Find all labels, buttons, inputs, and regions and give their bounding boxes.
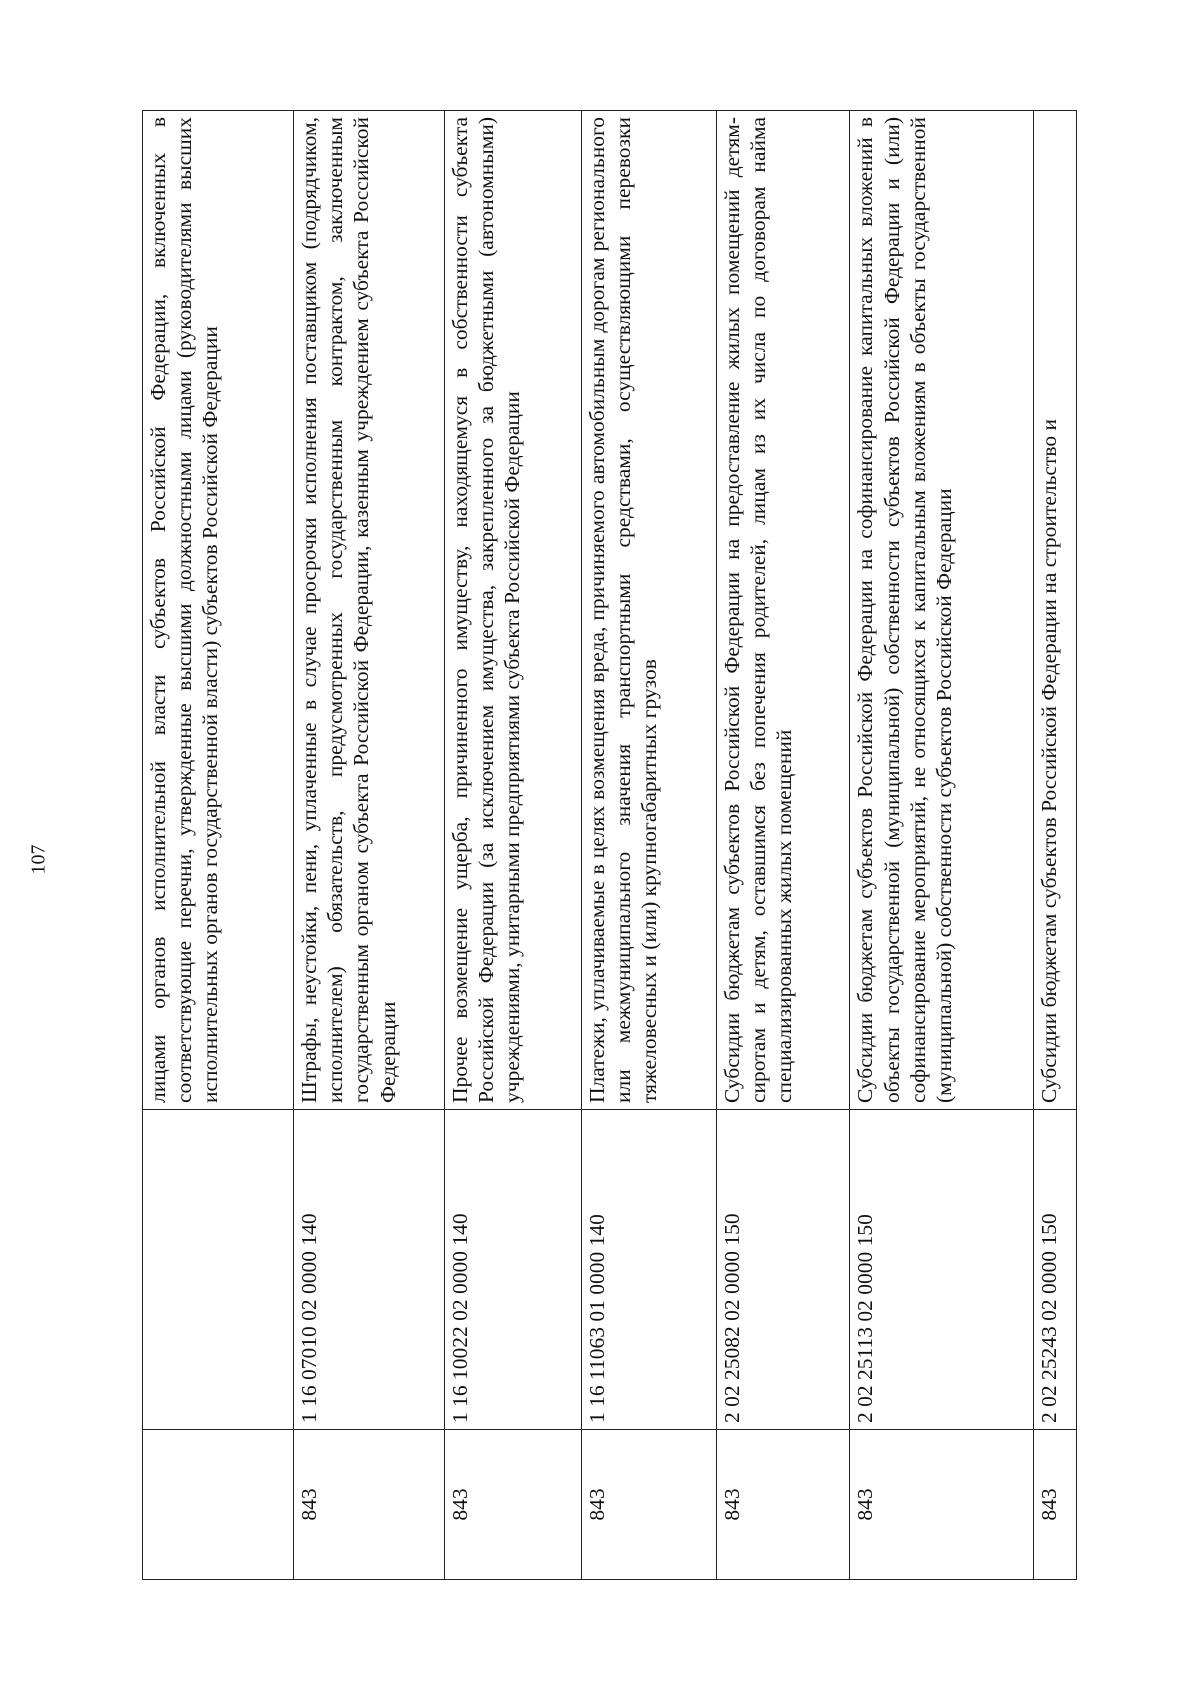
budget-code-cell: 2 02 25113 02 0000 150 bbox=[850, 1110, 1033, 1430]
budget-code-cell: 1 16 11063 01 0000 140 bbox=[581, 1110, 716, 1430]
description-cell: Субсидии бюджетам субъектов Российской Федерации на предоставление жилых помещений детям-сиротам и детям, оставшимся без попечения родителей, лицам из их числа по договорам найма специализированных жилых помещений bbox=[716, 111, 850, 1110]
admin-code-cell: 843 bbox=[716, 1430, 850, 1580]
revenue-code-table bbox=[142, 110, 1077, 1580]
budget-code-cell bbox=[143, 1110, 294, 1430]
page-number: 107 bbox=[27, 844, 50, 875]
budget-code-cell: 2 02 25082 02 0000 150 bbox=[716, 1110, 850, 1430]
description-cell: Субсидии бюджетам субъектов Российской Федерации на софинансирование капитальных вложений в объекты государственной (муниципальной) собственности субъектов Российской Федерации и (или) софинансирование мероприятий, не относящихся к капитальным вложениям в объекты государственной (муниципальной) собственности субъектов Российской Федерации bbox=[850, 111, 1033, 1110]
table-row bbox=[293, 111, 444, 1580]
budget-code-cell: 2 02 25243 02 0000 150 bbox=[1033, 1110, 1076, 1430]
budget-code-cell: 1 16 10022 02 0000 140 bbox=[444, 1110, 581, 1430]
description-cell: Субсидии бюджетам субъектов Российской Федерации на строительство и bbox=[1033, 111, 1076, 1110]
description-cell: лицами органов исполнительной власти субъектов Российской Федерации, включенных в соответствующие перечни, утвержденные высшими должностными лицами (руководителями высших исполнительных органов государственной власти) субъектов Российской Федерации bbox=[143, 111, 294, 1110]
table-row bbox=[444, 111, 581, 1580]
table-row bbox=[716, 111, 850, 1580]
admin-code-cell: 843 bbox=[850, 1430, 1033, 1580]
table-row bbox=[143, 111, 294, 1580]
admin-code-cell: 843 bbox=[444, 1430, 581, 1580]
table-row bbox=[1033, 111, 1076, 1580]
admin-code-cell: 843 bbox=[1033, 1430, 1076, 1580]
revenue-code-table-container bbox=[142, 110, 1077, 1580]
table-row bbox=[581, 111, 716, 1580]
description-cell: Прочее возмещение ущерба, причиненного имуществу, находящемуся в собственности субъекта Российской Федерации (за исключением имущества, закрепленного за бюджетными (автономными) учреждениями, унитарными предприятиями субъекта Российской Федерации bbox=[444, 111, 581, 1110]
admin-code-cell: 843 bbox=[581, 1430, 716, 1580]
budget-code-cell: 1 16 07010 02 0000 140 bbox=[293, 1110, 444, 1430]
description-cell: Штрафы, неустойки, пени, уплаченные в случае просрочки исполнения поставщиком (подрядчиком, исполнителем) обязательств, предусмотренных государственным контрактом, заключенным государственным органом субъекта Российской Федерации, казенным учреждением субъекта Российской Федерации bbox=[293, 111, 444, 1110]
description-cell: Платежи, уплачиваемые в целях возмещения вреда, причиняемого автомобильным дорогам регионального или межмуниципального значения транспортными средствами, осуществляющими перевозки тяжеловесных и (или) крупногабаритных грузов bbox=[581, 111, 716, 1110]
table-row bbox=[850, 111, 1033, 1580]
admin-code-cell: 843 bbox=[293, 1430, 444, 1580]
admin-code-cell bbox=[143, 1430, 294, 1580]
